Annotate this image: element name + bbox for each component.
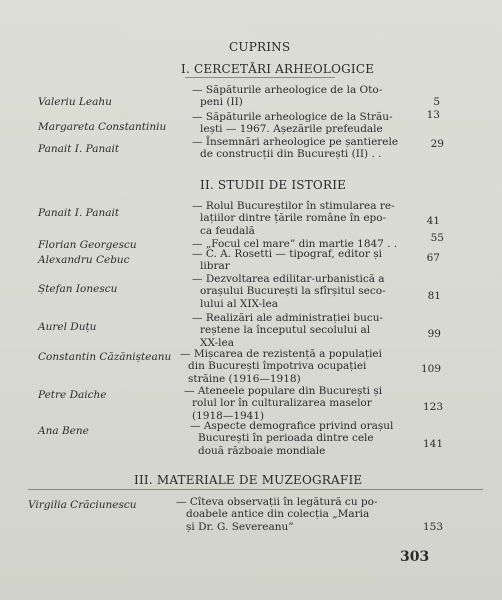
section-heading-3: III. MATERIALE DE MUZEOGRAFIE [134, 473, 363, 487]
entry-title: — Dezvoltarea edilitar-urbanistică a orașului București la sfîrșitul seco- lului al XIX-lea [192, 273, 386, 310]
entry-title: — Cîteva observații în legătură cu po- doabele antice din colecția „Maria și Dr. G. Severeanu” [176, 496, 378, 533]
page-ref: 153 [422, 521, 443, 533]
page-ref: 13 [426, 109, 440, 121]
page-ref: 29 [430, 138, 444, 150]
author: Valeriu Leahu [38, 96, 112, 108]
author: Virgilia Crăciunescu [28, 499, 137, 511]
section-heading-1: I. CERCETĂRI ARHEOLOGICE [181, 62, 375, 76]
entry-title: — Săpăturile arheologice de la Oto- peni (II) [192, 84, 383, 109]
author: Ana Bene [38, 425, 89, 437]
author: Petre Daiche [38, 389, 107, 401]
entry-title: — Aspecte demografice privind orașul București în perioada dintre cele două războaie mondiale [190, 420, 394, 457]
page-ref: 67 [426, 252, 440, 264]
author: Margareta Constantiniu [38, 121, 167, 133]
page-title: CUPRINS [229, 40, 291, 54]
entry-title: — Realizări ale administrației bucu- reștene la începutul secolului al XX-lea [192, 312, 384, 349]
page-ref: 141 [422, 438, 443, 450]
entry-title: — Săpăturile arheologice de la Strău- lești — 1967. Așezările prefeudale [192, 111, 393, 136]
author: Constantin Căzănișteanu [38, 351, 172, 363]
author: Alexandru Cebuc [38, 254, 130, 266]
section-divider [28, 489, 483, 490]
page-ref: 41 [426, 215, 440, 227]
entry-title: — „Focul cel mare” din martie 1847 . . [192, 238, 398, 250]
page-ref: 5 [433, 96, 440, 108]
entry-title: — C. A. Rosetti — tipograf, editor și librar [192, 248, 382, 273]
page-ref: 81 [427, 290, 441, 302]
entry-title: — Ateneele populare din București și rolul lor în culturalizarea maselor (1918—1941) [184, 385, 383, 422]
entry-title: — Mișcarea de rezistență a populației din București împotriva ocupației străine (1916—1918) [180, 348, 382, 385]
entry-title: — Rolul Bucureștilor în stimularea re- lațiilor dintre țările române în epo- ca feudală [192, 200, 395, 237]
author: Ștefan Ionescu [38, 283, 118, 295]
author: Aurel Duțu [38, 321, 97, 333]
page-number: 303 [400, 549, 430, 565]
section-heading-2: II. STUDII DE ISTORIE [200, 178, 347, 192]
page-ref: 109 [420, 363, 441, 375]
section-underline-1 [185, 77, 335, 78]
page-ref: 55 [430, 232, 444, 244]
entry-title: — Însemnări arheologice pe șantierele de construcții din București (II) . . [192, 136, 399, 161]
page-ref: 123 [422, 401, 443, 413]
page-ref: 99 [427, 328, 441, 340]
author: Florian Georgescu [38, 239, 137, 251]
author: Panait I. Panait [38, 207, 120, 219]
author: Panait I. Panait [38, 143, 120, 155]
